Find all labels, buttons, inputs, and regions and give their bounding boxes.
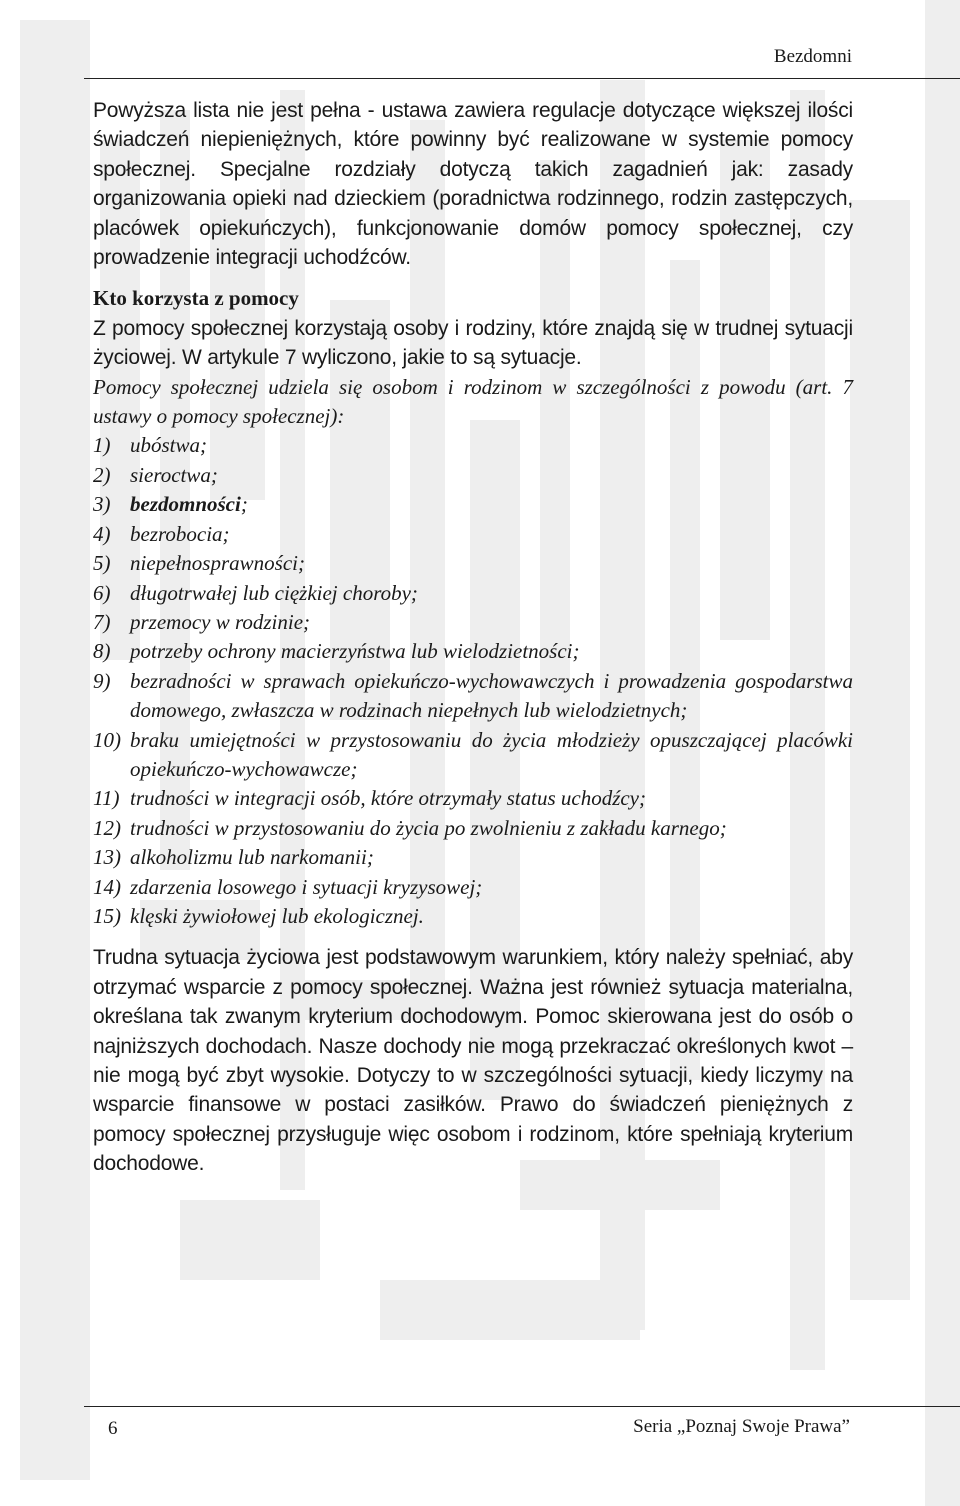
section-paragraph: Z pomocy społecznej korzystają osoby i rodziny, które znajdą się w trudnej sytuacji życiowej. W artykule 7 wyliczono, jakie to są sytuacje. xyxy=(93,316,853,370)
list-item: 1) ubóstwa; xyxy=(93,433,208,458)
series-title: Seria „Poznaj Swoje Prawa” xyxy=(633,1416,850,1437)
list-item: 13) alkoholizmu lub narkomanii; xyxy=(93,845,374,870)
list-item: 4) bezrobocia; xyxy=(93,521,230,546)
final-paragraph: Trudna sytuacja życiowa jest podstawowym warunkiem, który należy spełniać, aby otrzymać wsparcie z pomocy społecznej. Ważna jest również sytuacja materialna, określana tak zwanym kryterium dochodowym. Pomoc skierowana jest do osób o najniższych dochodach. Nasze dochody nie mogą przekraczać określonych kwot – nie mogą być zbyt wysokie. Dotyczy to w szczególności sytuacji, kiedy liczymy na wsparcie finansowe w postaci zasiłków. Prawo do świadczeń pieniężnych z pomocy społecznej przysługuje więc osobom i rodzinom, które spełniają kryterium dochodowe. xyxy=(93,946,853,1176)
list-item: 8) potrzeby ochrony macierzyństwa lub wielodzietności; xyxy=(93,639,580,664)
section-heading: Kto korzysta z pomocy xyxy=(93,286,299,311)
list-item: 12) trudności w przystosowaniu do życia po zwolnieniu z zakładu karnego; xyxy=(93,815,727,840)
list-item: 5) niepełnosprawności; xyxy=(93,551,305,576)
list-lead: Pomocy społecznej udziela się osobom i rodzinom w szczególności z powodu (art. 7 ustawy o pomocy społecznej): xyxy=(93,374,853,429)
list-item: 10) braku umiejętności w przystosowaniu do życia młodzieży opuszczającej placówki opiekuńczo-wychowawcze; xyxy=(93,727,853,781)
list-item: 3) bezdomności; xyxy=(93,492,248,517)
list-item: 2) sieroctwa; xyxy=(93,462,218,487)
intro-paragraph: Powyższa lista nie jest pełna - ustawa zawiera regulacje dotyczące większej ilości świadczeń niepieniężnych, które powinny być realizowane w systemie pomocy społecznej. Specjalne rozdziały dotyczą takich zagadnień jak: zasady organizowania opieki nad dzieckiem (poradnictwa rodzinnego, rodzin zastępczych, placówek opiekuńczych), funkcjonowanie domów pomocy społecznej, czy prowadzenie integracji uchodźców. xyxy=(93,99,853,270)
situations-list xyxy=(93,431,853,931)
list-item: 14) zdarzenia losowego i sytuacji kryzysowej; xyxy=(93,874,483,899)
list-item: 15) klęski żywiołowej lub ekologicznej. xyxy=(93,903,424,928)
running-header-title: Bezdomni xyxy=(773,46,852,67)
page-number: 6 xyxy=(108,1418,118,1439)
footer-rule xyxy=(84,1406,960,1407)
list-item: 11) trudności w integracji osób, które otrzymały status uchodźcy; xyxy=(93,786,646,811)
list-item: 6) długotrwałej lub ciężkiej choroby; xyxy=(93,580,418,605)
list-item: 9) bezradności w sprawach opiekuńczo-wychowawczych i prowadzenia gospodarstwa domowego, zwłaszcza w rodzinach niepełnych lub wielodzietnych; xyxy=(93,668,853,723)
header-rule xyxy=(84,78,960,79)
list-item: 7) przemocy w rodzinie; xyxy=(93,609,311,634)
page-content xyxy=(93,96,853,1179)
emphasized-term: bezdomności xyxy=(130,492,241,517)
